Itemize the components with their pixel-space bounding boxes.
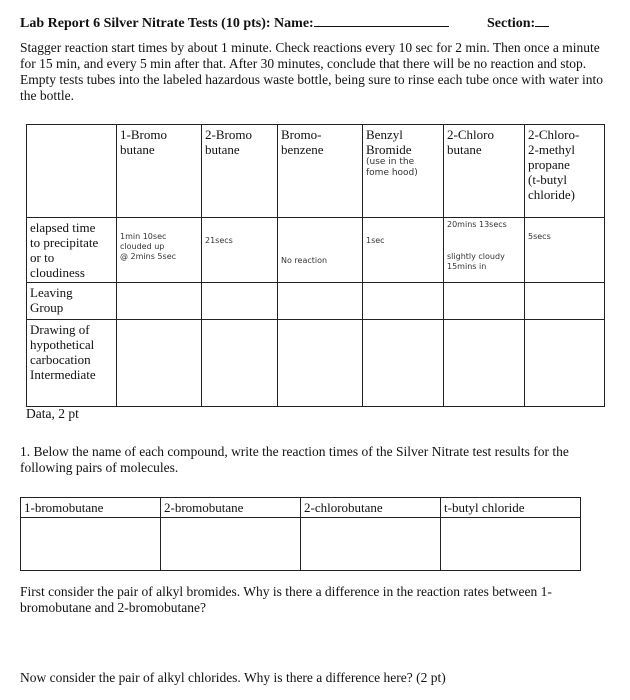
drawing-cell[interactable] bbox=[117, 320, 202, 407]
header-1-bromobutane: 1-Bromo butane bbox=[117, 125, 202, 218]
header-t-butyl-chloride: 2-Chloro- 2-methyl propane (t-butyl chloride) bbox=[525, 125, 605, 218]
leaving-group-row bbox=[27, 283, 605, 320]
header-bromobenzene: Bromo- benzene bbox=[278, 125, 363, 218]
header-t-butyl-chloride: t-butyl chloride bbox=[441, 498, 581, 518]
answer-2-bromobutane[interactable] bbox=[161, 518, 301, 571]
header-1-bromobutane: 1-bromobutane bbox=[21, 498, 161, 518]
leaving-group-label: Leaving Group bbox=[27, 283, 117, 320]
leaving-cell[interactable] bbox=[202, 283, 278, 320]
name-blank[interactable] bbox=[314, 14, 449, 27]
reaction-times-answer-row bbox=[21, 518, 581, 571]
answer-2-chlorobutane[interactable] bbox=[301, 518, 441, 571]
benzyl-hood-note-1: (use in the bbox=[366, 157, 415, 167]
elapsed-1-bromobutane[interactable]: 1min 10sec clouded up @ 2mins 5sec bbox=[117, 218, 202, 283]
header-corner-cell bbox=[27, 125, 117, 218]
report-title: Lab Report 6 Silver Nitrate Tests (10 pts): Name: bbox=[20, 16, 314, 31]
header-2-chlorobutane: 2-Chloro butane bbox=[444, 125, 525, 218]
drawing-cell[interactable] bbox=[278, 320, 363, 407]
question-3: Now consider the pair of alkyl chlorides. Why is there a difference here? (2 pt) bbox=[20, 670, 446, 685]
data-points-label: Data, 2 pt bbox=[26, 406, 79, 421]
leaving-cell[interactable] bbox=[278, 283, 363, 320]
instructions: Stagger reaction start times by about 1 minute. Check reactions every 10 sec for 2 min. Then once a minute for 15 min, and every 5 min after that. After 30 minutes, conclude that there will be no reaction and stop. Empty tests tubes into the labeled hazardous waste bottle, being sure to rinse each tube once with water into the bottle. bbox=[20, 40, 603, 103]
leaving-cell[interactable] bbox=[525, 283, 605, 320]
question-2: First consider the pair of alkyl bromides. Why is there a difference in the reaction rates between 1-bromobutane and 2-bromobutane? bbox=[20, 584, 552, 615]
drawing-cell[interactable] bbox=[525, 320, 605, 407]
data-table bbox=[26, 124, 605, 407]
elapsed-2-chlorobutane[interactable]: 20mins 13secs slightly cloudy 15mins in bbox=[444, 218, 525, 283]
drawing-cell[interactable] bbox=[202, 320, 278, 407]
header-2-bromobutane: 2-bromobutane bbox=[161, 498, 301, 518]
answer-1-bromobutane[interactable] bbox=[21, 518, 161, 571]
question-1: 1. Below the name of each compound, write the reaction times of the Silver Nitrate test results for the following pairs of molecules. bbox=[20, 444, 569, 475]
leaving-cell[interactable] bbox=[363, 283, 444, 320]
leaving-cell[interactable] bbox=[117, 283, 202, 320]
reaction-times-table bbox=[20, 497, 581, 571]
elapsed-t-butyl-chloride[interactable]: 5secs bbox=[525, 218, 605, 283]
elapsed-benzyl-bromide[interactable]: 1sec bbox=[363, 218, 444, 283]
report-header bbox=[20, 14, 620, 34]
drawing-cell[interactable] bbox=[444, 320, 525, 407]
section-blank[interactable] bbox=[535, 14, 549, 27]
drawing-cell[interactable] bbox=[363, 320, 444, 407]
elapsed-2-bromobutane[interactable]: 21secs bbox=[202, 218, 278, 283]
answer-t-butyl-chloride[interactable] bbox=[441, 518, 581, 571]
section-label: Section: bbox=[487, 16, 536, 31]
benzyl-hood-note-2: fome hood) bbox=[366, 168, 418, 178]
header-2-bromobutane: 2-Bromo butane bbox=[202, 125, 278, 218]
elapsed-time-label: elapsed time to precipitate or to cloudiness bbox=[27, 218, 117, 283]
carbocation-drawing-row bbox=[27, 320, 605, 407]
header-benzyl-bromide: Benzyl Bromide (use in the fome hood) bbox=[363, 125, 444, 218]
data-table-header-row bbox=[27, 125, 605, 218]
header-2-chlorobutane: 2-chlorobutane bbox=[301, 498, 441, 518]
elapsed-time-row bbox=[27, 218, 605, 283]
reaction-times-header-row bbox=[21, 498, 581, 518]
carbocation-drawing-label: Drawing of hypothetical carbocation Intermediate bbox=[27, 320, 117, 407]
elapsed-bromobenzene[interactable]: No reaction bbox=[278, 218, 363, 283]
leaving-cell[interactable] bbox=[444, 283, 525, 320]
